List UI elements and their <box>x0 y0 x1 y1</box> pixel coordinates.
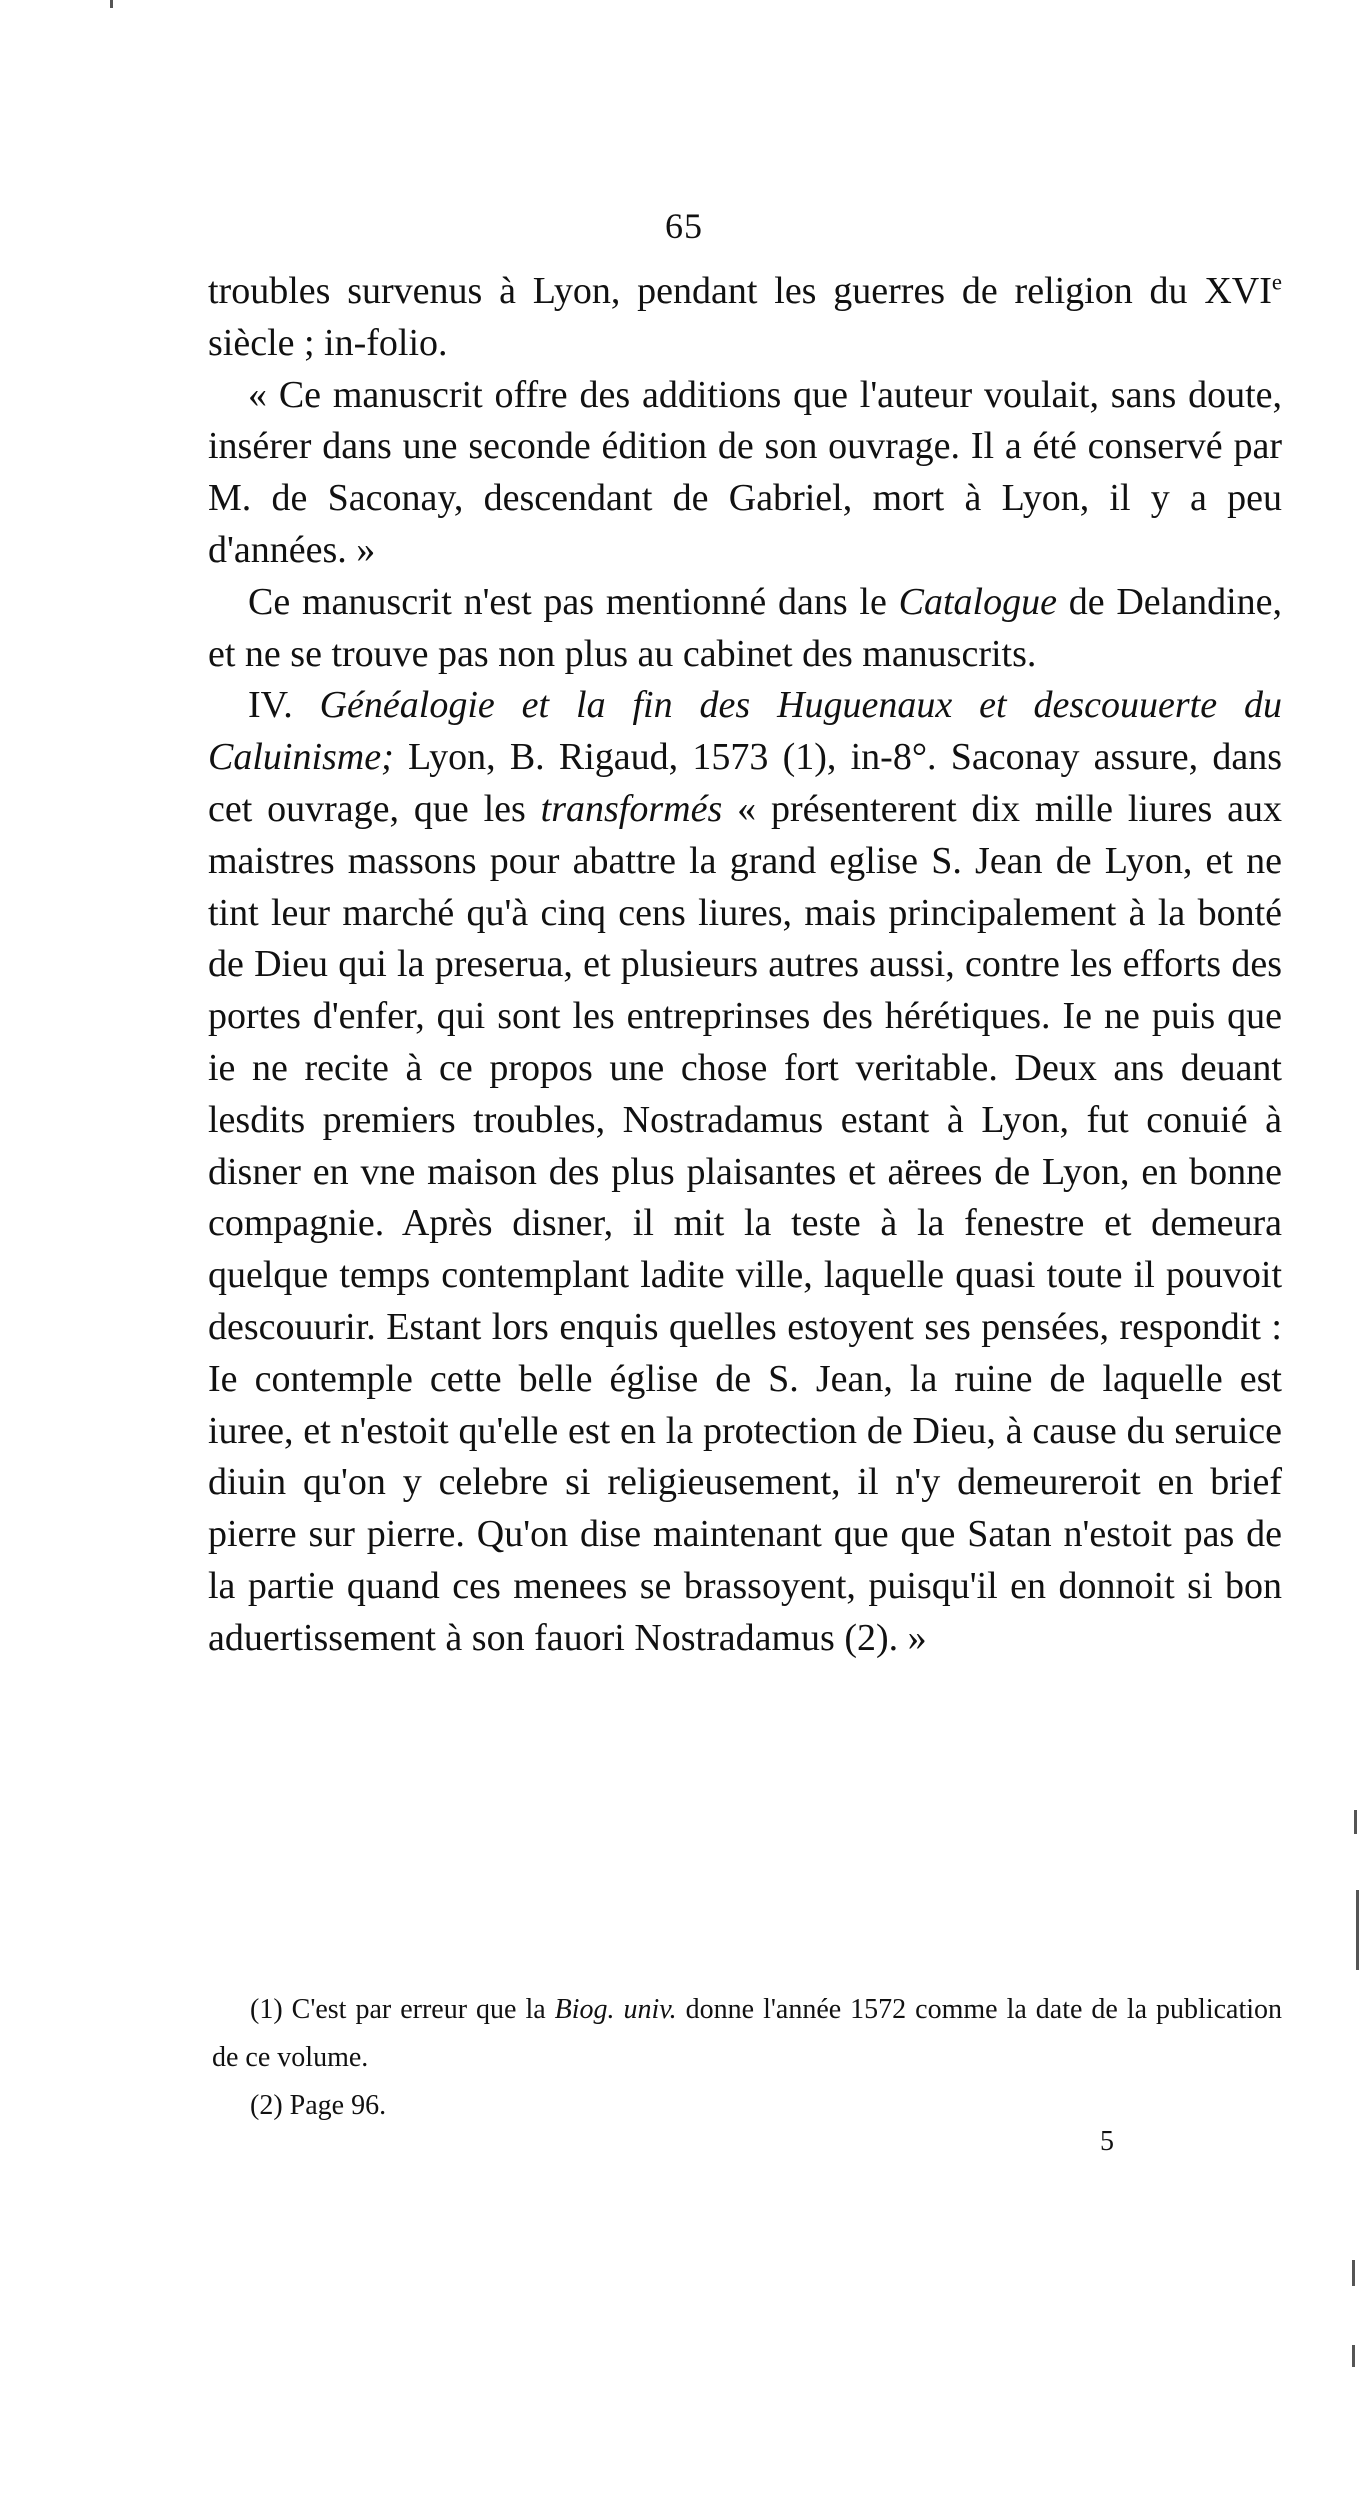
italic-run: Biog. univ. <box>554 1994 677 2025</box>
footnotes <box>212 1986 1282 2130</box>
italic-run: Catalogue <box>898 580 1057 623</box>
footnote <box>212 1986 1282 2082</box>
text-run: siècle ; in-folio. <box>208 321 448 364</box>
text-run: (2) Page 96. <box>250 2090 387 2121</box>
paragraph <box>208 577 1282 681</box>
text-run: Lyon, B. Rigaud, 1573 (1), in-8°. Saconay assure, dans cet ouvrage, que les <box>208 736 1282 830</box>
text-run: « Ce manuscrit offre des additions que l'auteur voulait, sans doute, insérer dans une seconde édition de son ouvrage. Il a été conservé par M. de Saconay, descendant de Gabriel, mort à Lyon, il y a peu d'années. » <box>208 373 1282 571</box>
scan-speck <box>1352 2345 1355 2367</box>
text-run: donne l'année 1572 comme la date de la publication de ce volume. <box>212 1994 1283 2073</box>
scan-speck <box>1352 2260 1355 2286</box>
scan-speck <box>1354 1810 1357 1834</box>
superscript-run: e <box>1271 269 1282 295</box>
paragraph <box>208 370 1282 577</box>
paragraph <box>208 680 1282 1664</box>
text-run: IV. <box>248 684 320 727</box>
italic-run: Généalogie et la fin des Huguenaux et descouuerte du Caluinisme; <box>208 684 1282 779</box>
text-run: « présenterent dix mille liures aux maistres massons pour abattre la grand eglise S. Jean de Lyon, et ne tint leur marché qu'à cinq cens liures, mais principalement à la bonté de Dieu qui la preserua, et plusieurs autres aussi, contre les efforts des portes d'enfer, qui sont les entreprinses des hérétiques. Ie ne puis que ie ne recite à ce propos une chose fort veritable. Deux ans deuant lesdits premiers troubles, Nostradamus estant à Lyon, fut conuié à disner en vne maison des plus plaisantes et aërees de Lyon, en bonne compagnie. Après disner, il mit la teste à la fenestre et demeura quelque temps contemplant ladite ville, laquelle quasi toute il pouvoit descouurir. Estant lors enquis quelles estoyent ses pensées, respondit : Ie contemple cette belle église de S. Jean, la ruine de laquelle est iuree, et n'estoit qu'elle est en la protection de Dieu, à cause du seruice diuin qu'on y celebre si religieusement, il n'y demeureroit en brief pierre sur pierre. Qu'on dise maintenant que que Satan n'estoit pas de la partie quand ces menees se brassoyent, puisqu'il en donnoit si bon aduertissement à son fauori Nostradamus (2). » <box>208 787 1282 1659</box>
page-number: 65 <box>665 206 703 246</box>
body-text <box>208 266 1282 1665</box>
text-run: troubles survenus à Lyon, pendant les guerres de religion du XVI <box>208 270 1272 312</box>
signature-mark: 5 <box>1100 2126 1114 2157</box>
scan-speck <box>1356 1890 1359 1970</box>
text-run: Ce manuscrit n'est pas mentionné dans le <box>248 580 899 623</box>
text-run: de Delandine, et ne se trouve pas non plus au cabinet des manuscrits. <box>208 580 1282 675</box>
text-run: (1) C'est par erreur que la <box>250 1994 555 2025</box>
paragraph <box>208 266 1282 370</box>
scan-speck <box>110 0 113 8</box>
footnote <box>212 2082 1282 2130</box>
italic-run: transformés <box>540 787 723 830</box>
